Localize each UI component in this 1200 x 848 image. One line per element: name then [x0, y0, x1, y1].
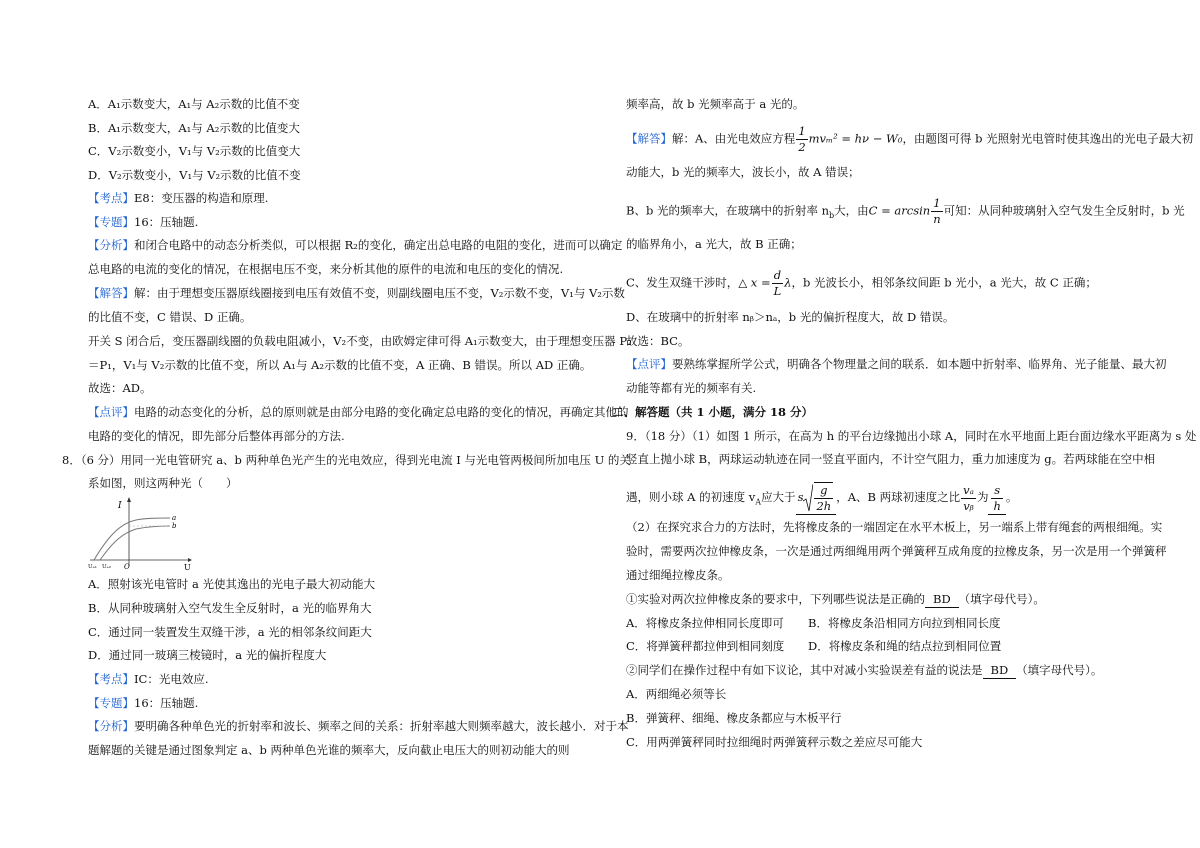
jieda-text-cont: ，由题图可得 b 光照射光电管时使其逸出的光电子最大初 — [902, 131, 1194, 146]
q7-jieda-line4: ＝P₁，V₁与 V₂示数的比值不变，所以 A₁与 A₂示数的比值不变，A 正确、B 错误。所以 AD 正确。 — [88, 358, 592, 372]
fenxi-text: 要明确各种单色光的折射率和波长、频率之间的关系：折射率越大则频率越大，波长越小．对于本 — [134, 719, 629, 733]
lambda-symbol: λ — [784, 275, 792, 290]
kaodian-tag: 【考点】 — [88, 672, 134, 686]
q9-line5: 验时，需要两次拉伸橡皮条，一次是通过两细绳用两个弹簧秤互成角度的拉橡皮条，另一次是用一个弹簧秤 — [626, 544, 1167, 558]
q9-line7 — [626, 591, 1045, 608]
q9-line6: 通过细绳拉橡皮条。 — [626, 568, 730, 582]
jieda-b-text: B、b 光的频率大，在玻璃中的折射率 n — [626, 203, 830, 218]
photoelectric-iu-graph — [88, 496, 192, 570]
q7-jieda-line3: 开关 S 闭合后，变压器副线圈的负载电阻减小，V₂不变，由欧姆定律可得 A₁示数变大，由于理想变压器 P₂ — [88, 334, 632, 348]
jieda-tag: 【解答】 — [626, 131, 672, 146]
q9-sub1-text2: （填字母代号）。 — [958, 592, 1045, 606]
q8-kaodian — [88, 671, 209, 687]
fraction-den: n — [933, 212, 941, 226]
q9-text2: 应大于 — [761, 490, 796, 504]
zhuanti-tag: 【专题】 — [88, 696, 134, 710]
dianping-text: 电路的动态变化的分析，总的原则就是由部分电路的变化确定总电路的变化的情况，再确定其他的 — [134, 405, 629, 419]
q9-line1: 9．（18 分）（1）如图 1 所示，在高为 h 的平台边缘抛出小球 A，同时在水平地面上距台面边缘水平距离为 s 处 — [626, 429, 1197, 443]
fraction-num: vₐ — [963, 482, 974, 497]
curve-a-label: a — [172, 514, 177, 522]
q7-zhuanti — [88, 214, 198, 230]
fraction-num: s — [991, 483, 1002, 499]
q7-kaodian — [88, 190, 268, 206]
answer-ratio — [988, 483, 1005, 515]
curve-a — [94, 518, 170, 560]
jieda-text: 解：A、由光电效应方程 — [672, 131, 796, 146]
critical-angle-formula: C = arcsin — [868, 203, 931, 218]
one-over-n — [931, 196, 942, 227]
q8-dianping-line1 — [626, 356, 1167, 372]
half-fraction — [796, 124, 807, 155]
curve-b-label: b — [172, 522, 177, 530]
q8-fenxi-line2: 题解题的关键是通过图象判定 a、b 两种单色光谁的频率大，反向截止电压大的则初动能大的则 — [88, 743, 570, 757]
fenxi-tag: 【分析】 — [88, 719, 134, 733]
fraction-num: d — [772, 268, 784, 284]
answer-sub1: BD — [925, 591, 959, 608]
fenxi-text: 和闭合电路中的动态分析类似，可以根据 R₂的变化，确定出总电路的电阻的变化，进而可以确定 — [134, 238, 623, 252]
jieda-b-text2: 大，由 — [834, 203, 869, 218]
g-over-2h — [814, 482, 833, 514]
q7-guxuan: 故选：AD。 — [88, 381, 152, 395]
jieda-c-text2: ，b 光波长小，相邻条纹间距 b 光小，a 光大，故 C 正确； — [791, 275, 1097, 290]
q9-line10 — [626, 662, 1102, 679]
q7-fenxi-line2: 总电路的电流的变化的情况，在根据电压不变，来分析其他的原件的电流和电压的变化的情况. — [88, 262, 564, 276]
photoelectric-equation: mvₘ² = hν − W₀ — [808, 131, 903, 146]
q7-dianping-line2: 电路的变化的情况，即先部分后整体再部分的方法. — [88, 429, 345, 443]
fringe-formula: △ x = — [738, 275, 771, 290]
q7-jieda-line1 — [88, 285, 625, 301]
n-subscript: b — [829, 210, 835, 220]
jieda-text: 解：由于理想变压器原线圈接到电压有效值不变，则副线圈电压不变，V₂示数不变，V₁与 V₂示数 — [134, 286, 625, 300]
sqrt-sign-icon — [803, 483, 813, 513]
q9-option-c: C．将弹簧秤都拉伸到相同刻度 — [626, 639, 785, 653]
q8-guxuan: 故选：BC。 — [626, 334, 690, 348]
q9-option-a: A．将橡皮条拉伸相同长度即可 — [626, 616, 784, 630]
q9-line3 — [626, 482, 1017, 515]
zhuanti-text: 16：压轴题. — [134, 696, 199, 710]
q9-text5: 。 — [1005, 490, 1018, 504]
q8-jieda-line3 — [626, 196, 1185, 227]
dianping-tag: 【点评】 — [88, 405, 134, 419]
q9-text: 遇，则小球 A 的初速度 v — [626, 490, 756, 504]
q9-sub2-option-c: C．用两弹簧秤同时拉细绳时两弹簧秤示数之差应尽可能大 — [626, 735, 923, 749]
q8-jieda-line1 — [626, 124, 1193, 155]
q8-stem-line1: 8．（6 分）用同一光电管研究 a、b 两种单色光产生的光电效应，得到光电流 I 与光电管两极间所加电压 U 的关 — [62, 453, 631, 467]
q7-dianping-line1 — [88, 404, 629, 420]
q9-sub2-option-a: A．两细绳必须等长 — [626, 687, 727, 701]
q9-option-b: B．将橡皮条沿相同方向拉到相同长度 — [808, 616, 1001, 630]
fraction-den: 2h — [816, 499, 832, 513]
q8-dianping-line2: 动能等都有光的频率有关. — [626, 381, 757, 395]
jieda-c-text: C、发生双缝干涉时， — [626, 275, 739, 290]
fraction-num: 1 — [798, 124, 806, 138]
zhuanti-text: 16：压轴题. — [134, 215, 199, 229]
va-subscript: A — [755, 497, 762, 507]
fraction-num: g — [814, 483, 833, 499]
u-axis-label: U — [184, 563, 191, 570]
zhuanti-tag: 【专题】 — [88, 215, 134, 229]
q7-option-a: A．A₁示数变大，A₁与 A₂示数的比值不变 — [88, 97, 300, 111]
s-over-h — [991, 483, 1002, 514]
q9-sub1-text: ①实验对两次拉伸橡皮条的要求中，下列哪些说法是正确的 — [626, 592, 925, 606]
jieda-tag: 【解答】 — [88, 286, 134, 300]
kaodian-text: IC：光电效应. — [134, 672, 209, 686]
q7-option-c: C．V₂示数变小，V₁与 V₂示数的比值变大 — [88, 144, 301, 158]
va-over-vb — [961, 483, 976, 514]
q8-option-d: D．通过同一玻璃三棱镜时，a 光的偏折程度大 — [88, 648, 327, 662]
d-over-l — [772, 268, 784, 299]
q9-text4: 为 — [976, 490, 989, 504]
fraction-den: vᵦ — [963, 498, 974, 513]
q7-fenxi-line1 — [88, 237, 622, 253]
q9-line4: （2）在探究求合力的方法时，先将橡皮条的一端固定在水平木板上，另一端系上带有绳套的两根细绳。实 — [626, 520, 1163, 534]
q8-option-c: C．通过同一装置发生双缝干涉，a 光的相邻条纹间距大 — [88, 625, 372, 639]
q7-option-d: D．V₂示数变小，V₁与 V₂示数的比值不变 — [88, 168, 301, 182]
q8-jieda-line6: D、在玻璃中的折射率 nᵦ＞nₐ，b 光的偏折程度大，故 D 错误。 — [626, 310, 955, 324]
q7-option-b: B．A₁示数变大，A₁与 A₂示数的比值变大 — [88, 121, 300, 135]
fraction-den: L — [773, 284, 782, 298]
q9-sub2-text: ②同学们在操作过程中有如下议论，其中对减小实验误差有益的说法是 — [626, 663, 983, 677]
fraction-den: h — [993, 498, 1001, 513]
q8-jieda-line5 — [626, 268, 1097, 299]
q9-text3: ，A、B 两球初速度之比 — [836, 490, 961, 504]
kaodian-tag: 【考点】 — [88, 191, 134, 205]
q8-jieda-line4: 的临界角小，a 光大，故 B 正确； — [626, 237, 802, 251]
q9-option-d: D．将橡皮条和绳的结点拉到相同位置 — [808, 639, 1002, 653]
sqrt-expression — [803, 482, 834, 514]
answer-s: s — [797, 490, 804, 504]
kaodian-text: E8：变压器的构造和原理. — [134, 191, 269, 205]
fenxi-tag: 【分析】 — [88, 238, 134, 252]
q8-option-a: A．照射该光电管时 a 光使其逸出的光电子最大初动能大 — [88, 577, 375, 591]
u-axis-arrow — [188, 558, 192, 562]
q9-sub2-text2: （填字母代号）。 — [1016, 663, 1103, 677]
q8-zhuanti — [88, 695, 198, 711]
q8-stem-line2: 系如图，则这两种光（ ） — [88, 476, 238, 490]
q8-fenxi-line3: 频率高，故 b 光频率高于 a 光的。 — [626, 97, 805, 111]
curve-b — [100, 526, 170, 560]
fraction-den: 2 — [798, 140, 806, 154]
i-axis-arrow — [127, 497, 131, 502]
origin-label: O — [124, 563, 130, 570]
uc2-label: Uₑ₂ — [102, 564, 111, 570]
q9-line2: 竖直上抛小球 B，两球运动轨迹在同一竖直平面内，不计空气阻力，重力加速度为 g。若两球能在空中相 — [626, 452, 1156, 466]
uc1-label: Uₑ₁ — [88, 564, 97, 570]
dianping-text: 要熟练掌握所学公式，明确各个物理量之间的联系．如本题中折射率、临界角、光子能量、最大初 — [672, 357, 1167, 371]
q7-jieda-line2: 的比值不变，C 错误、D 正确。 — [88, 310, 252, 324]
answer-sub2: BD — [983, 662, 1017, 679]
section-2-heading: 二、解答题（共 1 小题，满分 18 分） — [612, 405, 814, 419]
q8-fenxi-line1 — [88, 718, 629, 734]
fraction-num: 1 — [931, 196, 942, 212]
i-axis-label: I — [118, 501, 122, 511]
dianping-tag: 【点评】 — [626, 357, 672, 371]
answer-va — [796, 482, 837, 515]
q9-sub2-option-b: B．弹簧秤、细绳、橡皮条都应与木板平行 — [626, 711, 842, 725]
q8-jieda-line2: 动能大，b 光的频率大，波长小，故 A 错误； — [626, 165, 860, 179]
jieda-b-text3: 可知：从同种玻璃射入空气发生全反射时，b 光 — [943, 203, 1185, 218]
q8-option-b: B．从同种玻璃射入空气发生全反射时，a 光的临界角大 — [88, 601, 372, 615]
